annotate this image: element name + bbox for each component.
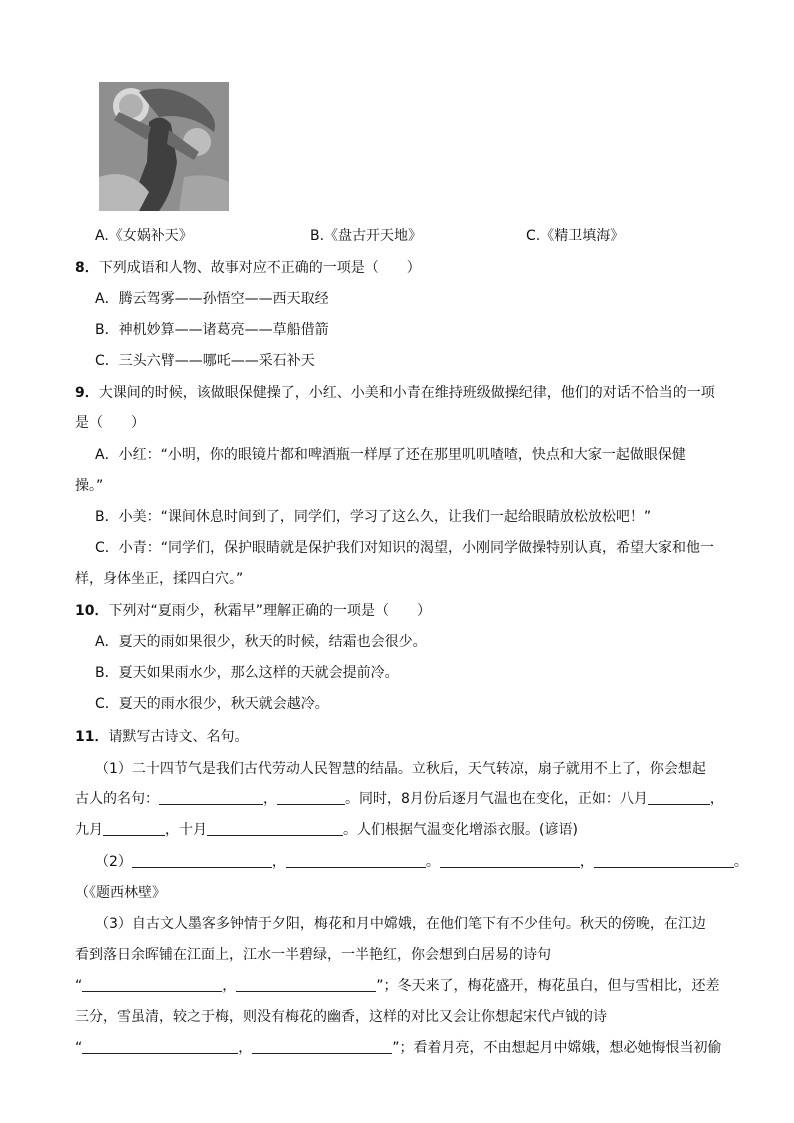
q8-option-c[interactable]: C．三头六臂——哪吒——采石补天 — [95, 353, 315, 369]
question-number: 8． — [75, 260, 99, 276]
q11-part3-line2: 看到落日余晖铺在江面上，江水一半碧绿，一半艳红，你会想到白居易的诗句 — [75, 947, 551, 963]
q8-option-b[interactable]: B．神机妙算——诸葛亮——草船借箭 — [95, 322, 329, 338]
answer-blank[interactable] — [286, 853, 426, 868]
q8-option-a[interactable]: A．腾云驾雾——孙悟空——西天取经 — [95, 291, 329, 307]
answer-blank[interactable] — [440, 853, 580, 868]
answer-blank[interactable] — [277, 790, 345, 805]
question-9-stem-cont: 是（ ） — [75, 415, 145, 431]
q11-part2-line1: （2） ， 。 ， 。 — [95, 854, 748, 870]
question-number: 11． — [75, 729, 109, 745]
question-number: 9． — [75, 385, 99, 401]
q9-option-c[interactable]: C．小青：“同学们，保护眼睛就是保护我们对知识的渴望，小刚同学做操特别认真，希望大家和他一 — [95, 540, 715, 556]
q11-part3-line5: “ ， ”；看着月亮，不由想起月中嫦娥，想必她悔恨当初偷 — [75, 1040, 722, 1056]
question-9 — [75, 383, 715, 403]
answer-blank[interactable] — [648, 790, 710, 805]
q9-option-a-cont: 操。” — [75, 478, 104, 494]
answer-blank[interactable] — [132, 853, 272, 868]
q7-option-c[interactable]: C.《精卫填海》 — [526, 228, 625, 244]
question-8 — [75, 258, 421, 278]
answer-blank[interactable] — [159, 790, 263, 805]
pangu-illustration — [99, 82, 229, 211]
question-11 — [75, 727, 248, 747]
q10-option-c[interactable]: C．夏天的雨水很少，秋天就会越冷。 — [95, 696, 329, 712]
q7-option-b[interactable]: B.《盘古开天地》 — [310, 228, 423, 244]
q10-option-b[interactable]: B．夏天如果雨水少，那么这样的天就会提前冷。 — [95, 665, 399, 681]
q9-option-b[interactable]: B．小美：“课间休息时间到了，同学们，学习了这么久，让我们一起给眼睛放松放松吧！” — [95, 509, 652, 525]
answer-blank[interactable] — [252, 1039, 392, 1054]
answer-blank[interactable] — [82, 1039, 238, 1054]
q11-part2-line2: （《题西林壁》 — [75, 885, 166, 901]
q11-part1-line1: （1）二十四节气是我们古代劳动人民智慧的结晶。立秋后，天气转凉，扇子就用不上了，你会想起 — [95, 761, 706, 777]
q11-part3-line3: “ ， ”；冬天来了，梅花盛开，梅花虽白，但与雪相比，还差 — [75, 978, 720, 994]
answer-blank[interactable] — [594, 853, 734, 868]
question-stem: 大课间的时候，该做眼保健操了，小红、小美和小青在维持班级做操纪律，他们的对话不恰当的一项 — [98, 385, 715, 401]
answer-blank[interactable] — [207, 821, 343, 836]
q11-part3-line1: （3）自古文人墨客多钟情于夕阳，梅花和月中嫦娥，在他们笔下有不少佳句。秋天的傍晚，在江边 — [95, 916, 706, 932]
q7-option-a[interactable]: A.《女娲补天》 — [95, 228, 193, 244]
question-number: 10． — [75, 603, 109, 619]
question-stem: 请默写古诗文、名句。 — [108, 729, 249, 745]
q11-part3-line4: 三分，雪虽清，较之于梅，则没有梅花的幽香，这样的对比又会让你想起宋代卢钺的诗 — [75, 1009, 607, 1025]
answer-blank[interactable] — [236, 977, 376, 992]
pangu-illustration-icon — [99, 82, 229, 211]
question-10 — [75, 601, 431, 621]
q9-option-c-cont: 样，身体坐正，揉四白穴。” — [75, 571, 244, 587]
question-stem: 下列对“夏雨少，秋霜早”理解正确的一项是（ ） — [108, 603, 431, 619]
question-stem: 下列成语和人物、故事对应不正确的一项是（ ） — [98, 260, 421, 276]
q10-option-a[interactable]: A．夏天的雨如果很少，秋天的时候，结霜也会很少。 — [95, 634, 427, 650]
answer-blank[interactable] — [82, 977, 222, 992]
q11-part1-line3: 九月 ，十月 。人们根据气温变化增添衣服。(谚语) — [75, 822, 578, 838]
answer-blank[interactable] — [103, 821, 165, 836]
q11-part1-line2: 古人的名句： ， 。同时，8月份后逐月气温也在变化，正如：八月 ， — [75, 791, 724, 807]
q9-option-a[interactable]: A．小红：“小明，你的眼镜片都和啤酒瓶一样厚了还在那里叽叽喳喳，快点和大家一起做眼保健 — [95, 447, 686, 463]
